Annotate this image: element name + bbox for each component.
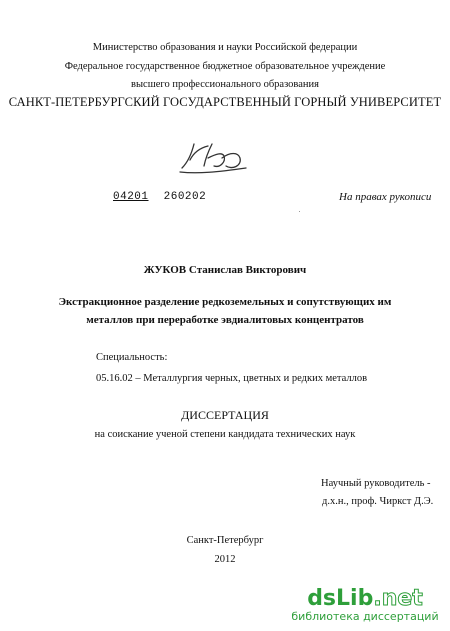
author-name: ЖУКОВ Станислав Викторович xyxy=(143,264,307,276)
university-name: САНКТ-ПЕТЕРБУРГСКИЙ ГОСУДАРСТВЕННЫЙ ГОРНЫЙ УНИВЕРСИТЕТ xyxy=(8,95,442,109)
manuscript-rights: На правах рукописи xyxy=(339,191,432,203)
scan-dot xyxy=(299,211,300,212)
title-line-1: Экстракционное разделение редкоземельных и сопутствующих им xyxy=(58,296,392,308)
dslib-watermark xyxy=(290,587,440,623)
supervisor-name: д.х.н., проф. Чиркст Д.Э. xyxy=(322,496,434,507)
institution-line-1: Федеральное государственное бюджетное образовательное учреждение xyxy=(64,61,386,72)
watermark-brand-b: .net xyxy=(373,586,423,611)
watermark-subtitle: библиотека диссертаций xyxy=(291,610,439,623)
specialty-label: Специальность: xyxy=(96,352,168,363)
watermark-logo xyxy=(290,587,440,611)
title-line-2: металлов при переработке эвдиалитовых концентратов xyxy=(86,314,364,326)
registration-stamp xyxy=(113,191,206,203)
city: Санкт-Петербург xyxy=(186,535,264,546)
institution-line-2: высшего профессионального образования xyxy=(131,79,319,90)
stamp-number-1: 04201 xyxy=(113,191,149,203)
stamp-number-2: 260202 xyxy=(163,191,207,203)
watermark-brand-a: dsLib xyxy=(307,586,374,611)
dissertation-heading: ДИССЕРТАЦИЯ xyxy=(181,408,269,422)
dissertation-purpose: на соискание ученой степени кандидата технических наук xyxy=(94,429,356,440)
supervisor-label: Научный руководитель - xyxy=(321,478,431,489)
year: 2012 xyxy=(214,554,236,565)
handwritten-signature xyxy=(178,138,248,180)
specialty-value: 05.16.02 – Металлургия черных, цветных и редких металлов xyxy=(96,373,368,384)
ministry-line: Министерство образования и науки Российской федерации xyxy=(92,42,358,53)
